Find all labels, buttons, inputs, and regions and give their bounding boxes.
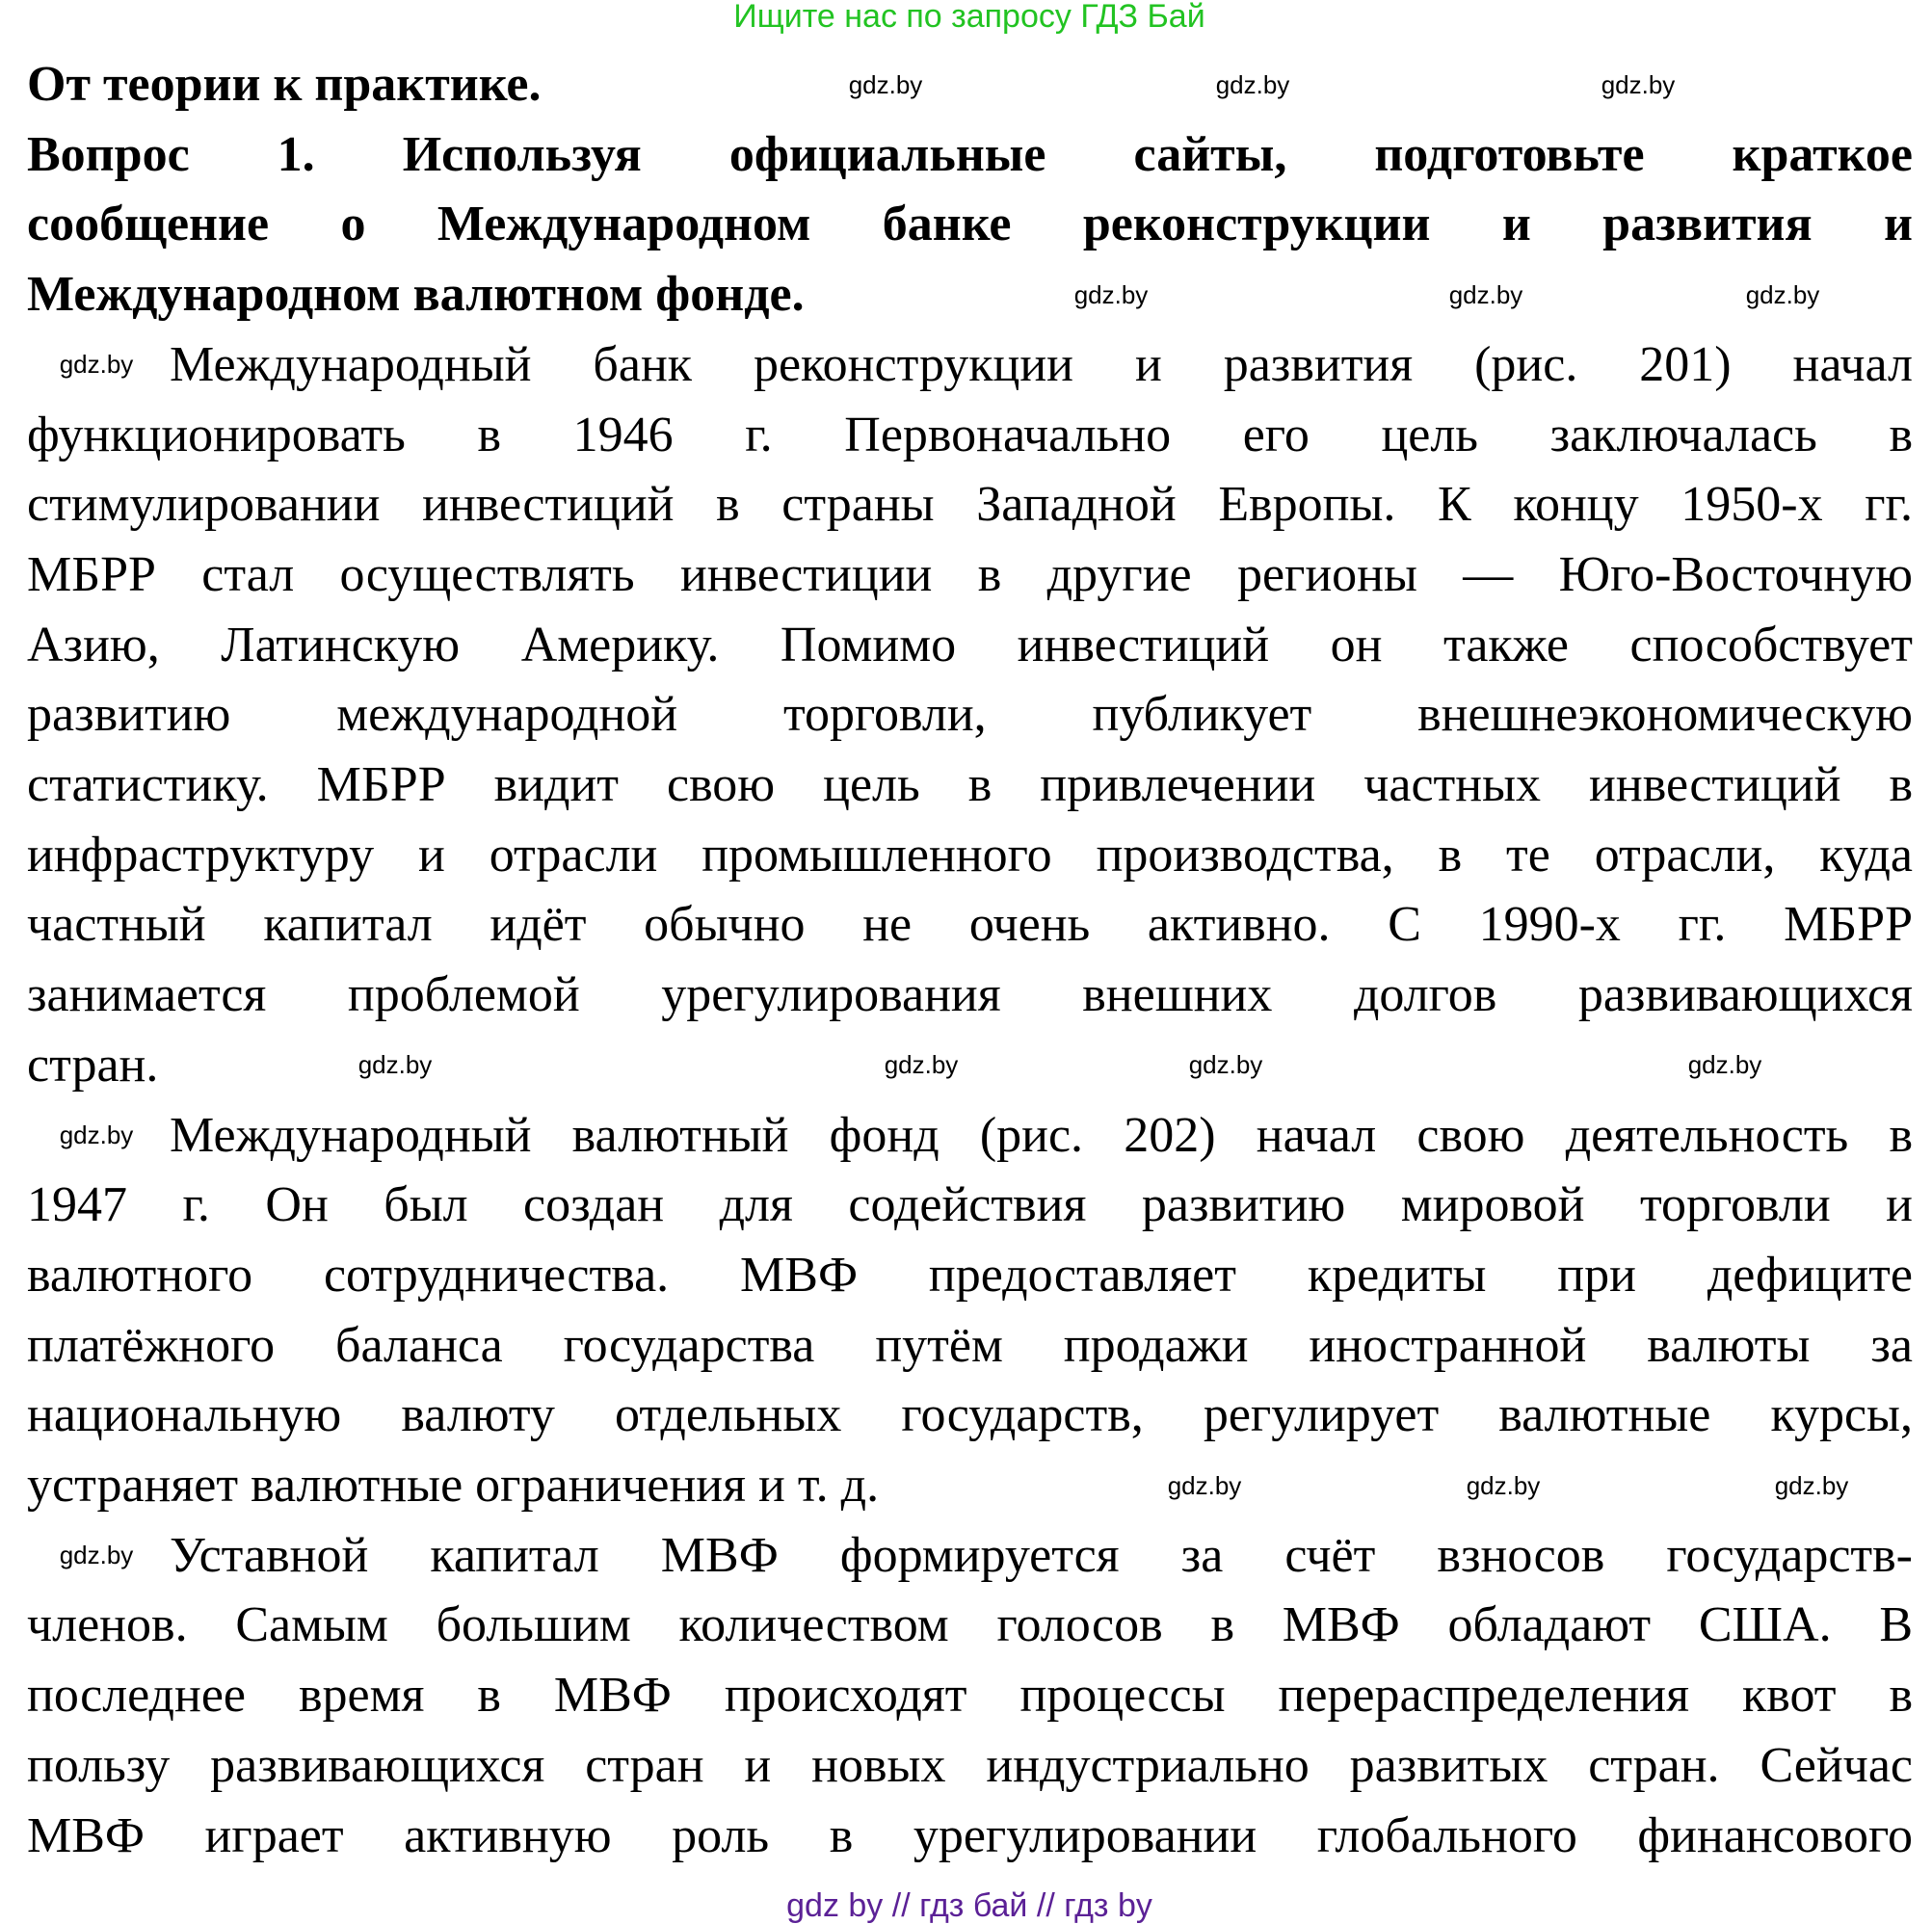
watermark: gdz.by: [59, 350, 134, 380]
watermark: gdz.by: [1687, 1050, 1762, 1080]
text-line: Международный банк реконструкции и развития (рис. 201) начал: [170, 336, 1913, 392]
text-line: стимулировании инвестиций в страны Западной Европы. К концу 1950-х гг.: [27, 477, 1913, 533]
watermark: gdz.by: [1448, 279, 1523, 309]
watermark: gdz.by: [1466, 1470, 1541, 1500]
text-line: пользу развивающихся стран и новых индустриально развитых стран. Сейчас: [27, 1737, 1913, 1793]
watermark: gdz.by: [884, 1050, 959, 1080]
text-line: Уставной капитал МВФ формируется за счёт взносов государств-: [170, 1527, 1913, 1583]
watermark: gdz.by: [59, 1120, 134, 1149]
question-line: Международном валютном фонде.: [27, 267, 805, 323]
watermark: gdz.by: [1745, 279, 1820, 309]
text-line: МВФ играет активную роль в урегулировании глобального финансового: [27, 1807, 1913, 1863]
watermark: gdz.by: [848, 69, 923, 99]
text-line: Международный валютный фонд (рис. 202) начал свою деятельность в: [170, 1107, 1913, 1163]
text-line: занимается проблемой урегулирования внешних долгов развивающихся: [27, 967, 1913, 1023]
text-line: членов. Самым большим количеством голосов в МВФ обладают США. В: [27, 1597, 1913, 1653]
text-line: инфраструктуру и отрасли промышленного производства, в те отрасли, куда: [27, 827, 1913, 883]
text-line: 1947 г. Он был создан для содействия развитию мировой торговли и: [27, 1177, 1913, 1233]
text-line: Азию, Латинскую Америку. Помимо инвестиций он также способствует: [27, 617, 1913, 672]
top-banner: Ищите нас по запросу ГДЗ Бай: [733, 0, 1205, 35]
text-line: последнее время в МВФ происходят процессы перераспределения квот в: [27, 1668, 1913, 1724]
text-line: частный капитал идёт обычно не очень активно. С 1990-х гг. МБРР: [27, 897, 1913, 953]
text-line: развитию международной торговли, публикует внешнеэкономическую: [27, 687, 1913, 743]
watermark: gdz.by: [1215, 69, 1290, 99]
text-line: функционировать в 1946 г. Первоначально его цель заключалась в: [27, 407, 1913, 462]
text-line: МБРР стал осуществлять инвестиции в другие регионы — Юго-Восточную: [27, 546, 1913, 602]
bottom-banner: gdz by // гдз бай // гдз by: [786, 1887, 1152, 1924]
watermark: gdz.by: [1601, 69, 1676, 99]
watermark: gdz.by: [1073, 279, 1149, 309]
question-line: сообщение о Международном банке реконструкции и развития и: [27, 197, 1913, 252]
text-line: платёжного баланса государства путём продажи иностранной валюты за: [27, 1317, 1913, 1373]
text-line: статистику. МБРР видит свою цель в привлечении частных инвестиций в: [27, 757, 1913, 812]
text-line: стран.: [27, 1037, 159, 1093]
text-line: национальную валюту отдельных государств, регулирует валютные курсы,: [27, 1387, 1913, 1443]
watermark: gdz.by: [1188, 1050, 1263, 1080]
watermark: gdz.by: [1774, 1470, 1849, 1500]
question-line: Вопрос 1. Используя официальные сайты, подготовьте краткое: [27, 126, 1913, 182]
text-line: устраняет валютные ограничения и т. д.: [27, 1458, 880, 1513]
watermark: gdz.by: [1167, 1470, 1242, 1500]
watermark: gdz.by: [357, 1050, 433, 1080]
section-title: От теории к практике.: [27, 57, 542, 112]
text-line: валютного сотрудничества. МВФ предоставляет кредиты при дефиците: [27, 1247, 1913, 1303]
watermark: gdz.by: [59, 1541, 134, 1570]
